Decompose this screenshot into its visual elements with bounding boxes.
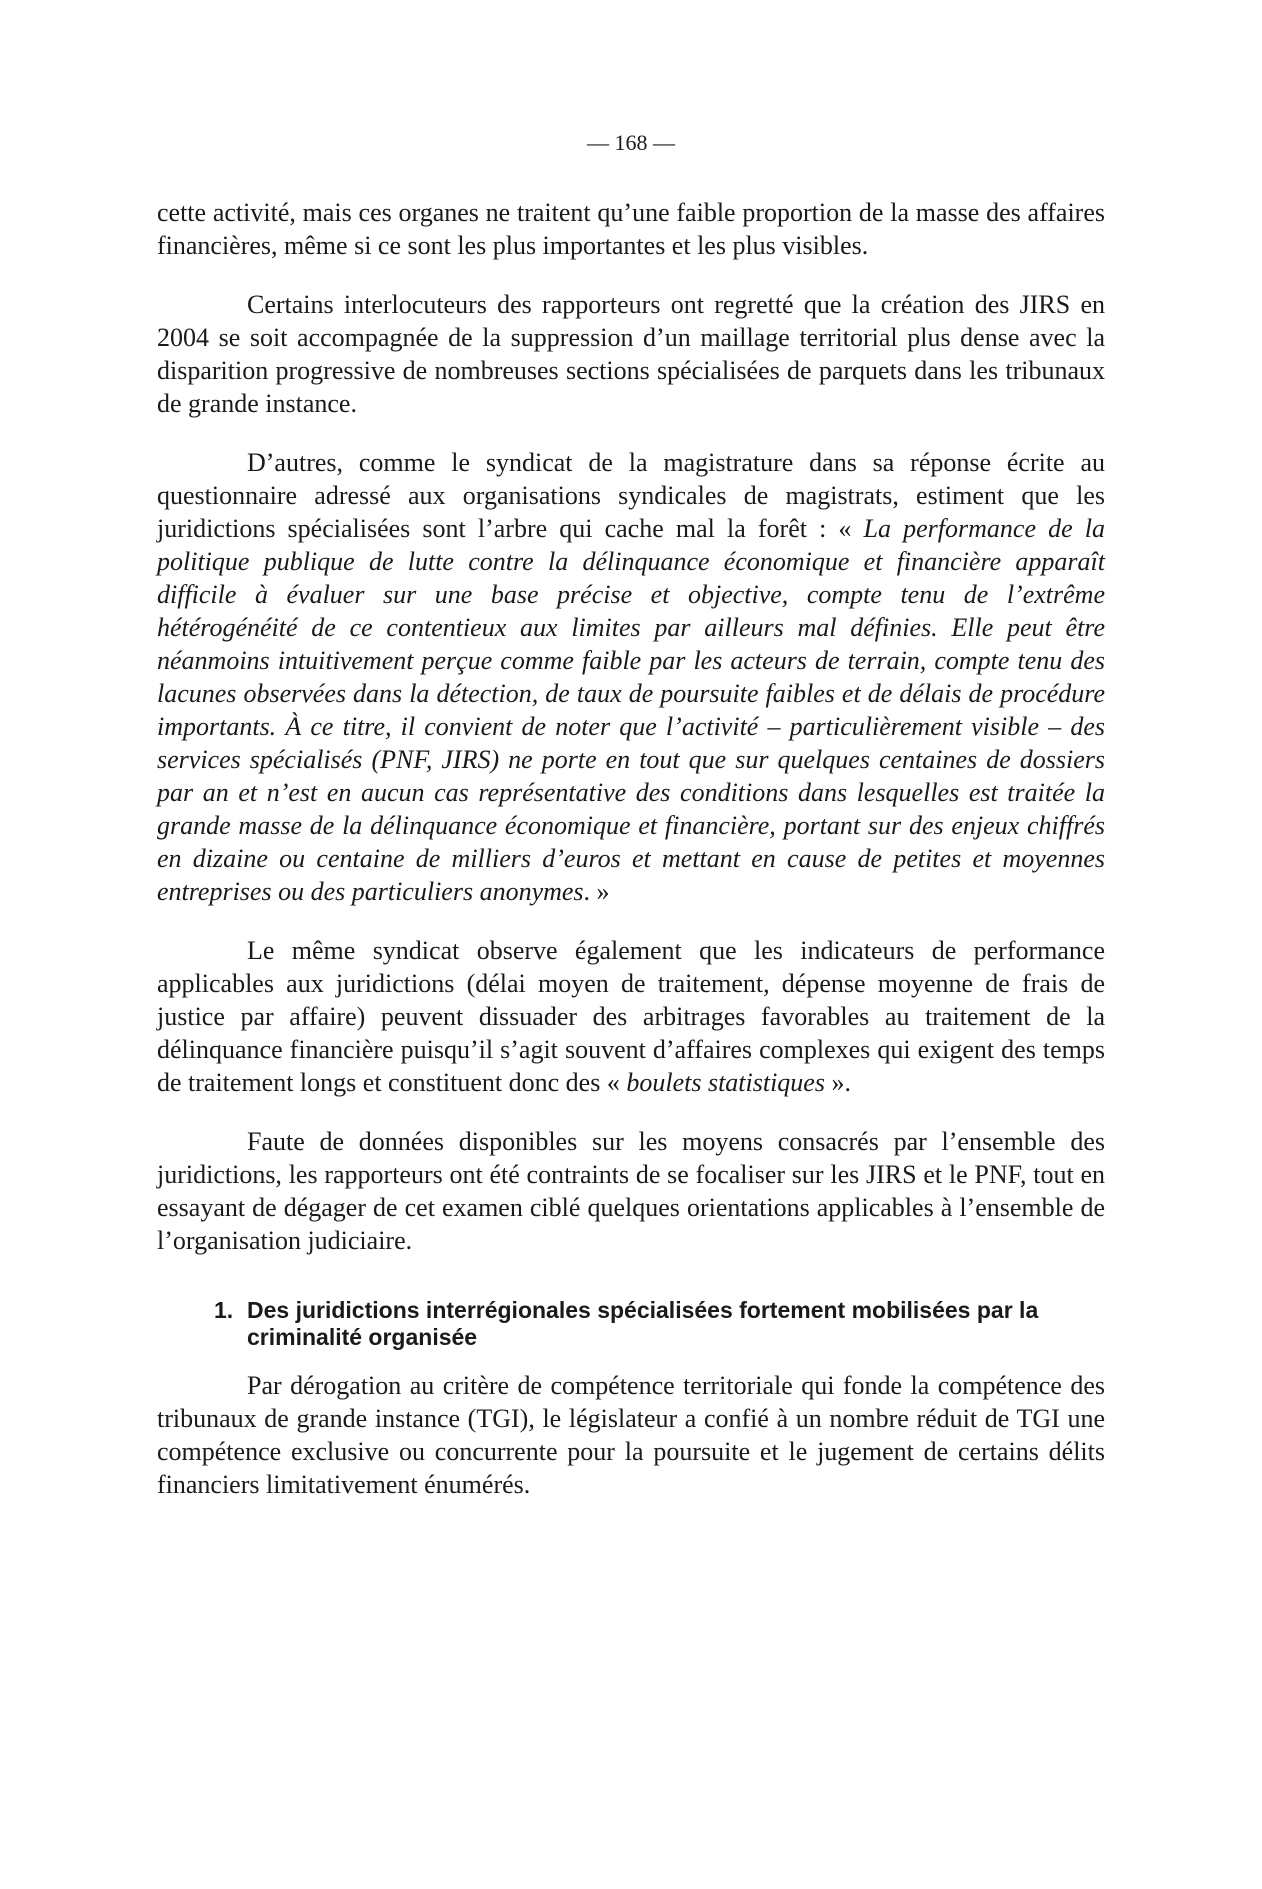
indicators-text: Le même syndicat observe également que les indicateurs de performance applicables aux juridictions (délai moyen de traitement, dépense moyenne de frais de justice par affaire) peuvent dissuader des arbitrages favorables au traitement de la délinquance financière puisqu’il s’agit souvent d’affaires complexes qui exigent des temps de traitement longs et constituent donc des « (157, 936, 1105, 1097)
document-body (157, 196, 1105, 1527)
quote-intro: D’autres, comme le syndicat de la magistrature dans sa réponse écrite au questionnaire adressé aux organisations syndicales de magistrats, estiment que les juridictions spécialisées sont l’arbre qui cache mal la forêt : « (157, 448, 1105, 543)
paragraph-syndicat-quote (157, 446, 1105, 908)
paragraph-jirs-creation: Certains interlocuteurs des rapporteurs ont regretté que la création des JIRS en 2004 se soit accompagnée de la suppression d’un maillage territorial plus dense avec la disparition progressive de nombreuses sections spécialisées de parquets dans les tribunaux de grande instance. (157, 290, 1105, 418)
quote-end: . » (583, 877, 610, 906)
paragraph-performance-indicators (157, 934, 1105, 1099)
page-number: — 168 — (587, 130, 675, 155)
section-number: 1. (214, 1297, 234, 1323)
paragraph-continuation: cette activité, mais ces organes ne traitent qu’une faible proportion de la masse des affaires financières, même si ce sont les plus importantes et les plus visibles. (157, 198, 1105, 260)
section-heading (157, 1297, 1105, 1351)
indicators-end: ». (824, 1068, 851, 1097)
quote-text: La performance de la politique publique de lutte contre la délinquance économique et financière apparaît difficile à évaluer sur une base précise et objective, compte tenu de l’extrême hétérogénéité de ce contentieux aux limites par ailleurs mal définies. Elle peut être néanmoins intuitivement perçue comme faible par les acteurs de terrain, compte tenu des lacunes observées dans la détection, de taux de poursuite faibles et de délais de procédure importants. À ce titre, il convient de noter que l’activité – particulièrement visible – des services spécialisés (PNF, JIRS) ne porte en tout que sur quelques centaines de dossiers par an et n’est en aucun cas représentative des conditions dans lesquelles est traitée la grande masse de la délinquance économique et financière, portant sur des enjeux chiffrés en dizaine ou centaine de milliers d’euros et mettant en cause de petites et moyennes entreprises ou des particuliers anonymes (157, 514, 1105, 906)
paragraph-data-lacking: Faute de données disponibles sur les moyens consacrés par l’ensemble des juridictions, les rapporteurs ont été contraints de se focaliser sur les JIRS et le PNF, tout en essayant de dégager de cet examen ciblé quelques orientations applicables à l’ensemble de l’organisation judiciaire. (157, 1127, 1105, 1255)
boulets-statistiques: boulets statistiques (626, 1068, 825, 1097)
section-title: Des juridictions interrégionales spécialisées fortement mobilisées par la criminalité organisée (247, 1297, 1039, 1350)
paragraph-derogation: Par dérogation au critère de compétence territoriale qui fonde la compétence des tribunaux de grande instance (TGI), le législateur a confié à un nombre réduit de TGI une compétence exclusive ou concurrente pour la poursuite et le jugement de certains délits financiers limitativement énumérés. (157, 1371, 1105, 1499)
